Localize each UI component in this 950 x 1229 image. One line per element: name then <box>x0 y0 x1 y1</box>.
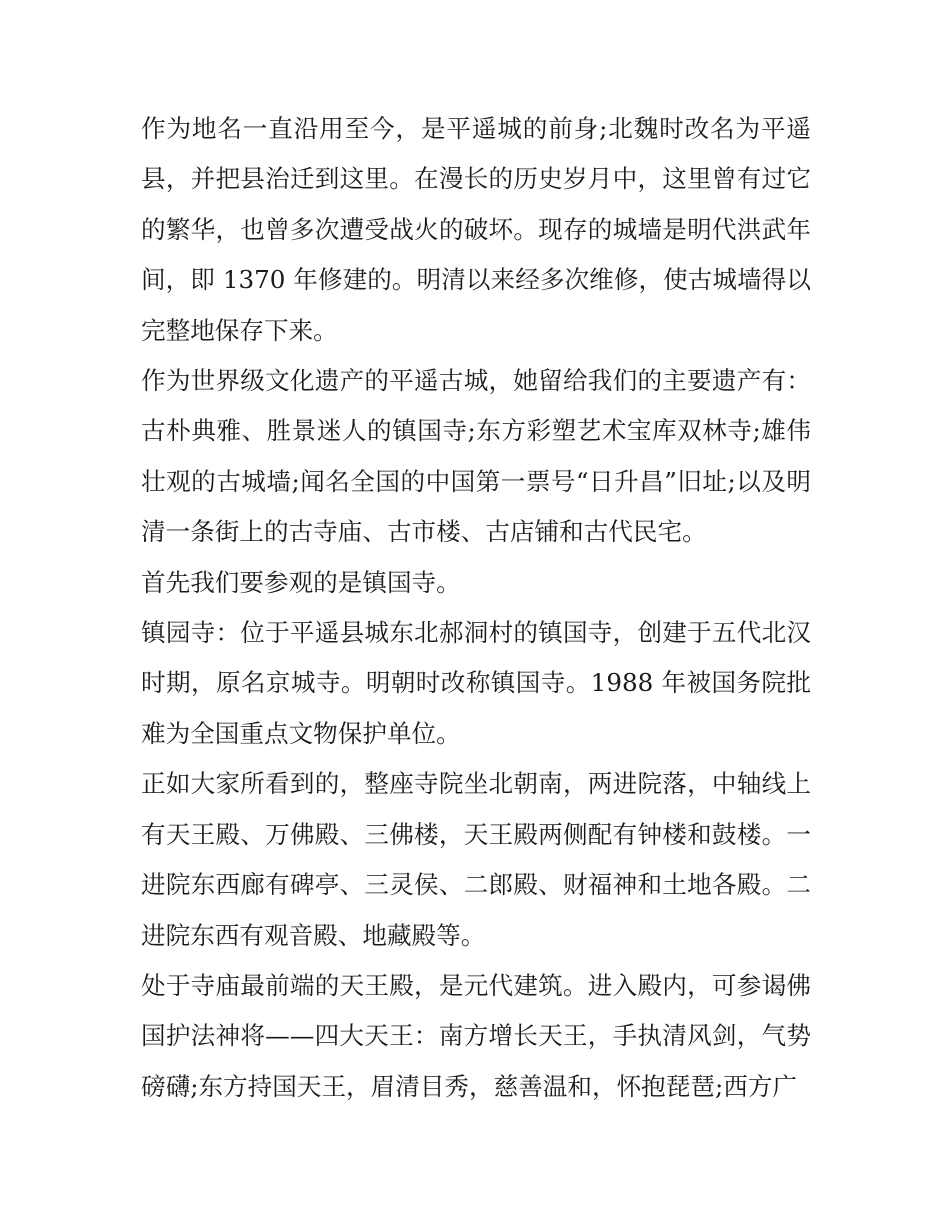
paragraph-5: 正如大家所看到的，整座寺院坐北朝南，两进院落，中轴线上有天王殿、万佛殿、三佛楼，天王殿两侧配有钟楼和鼓楼。一进院东西廊有碑亭、三灵侯、二郎殿、财福神和土地各殿。二进院东西有观音殿、地藏殿等。 <box>141 769 811 950</box>
paragraph-3: 首先我们要参观的是镇国寺。 <box>141 567 461 597</box>
paragraph-1: 作为地名一直沿用至今，是平遥城的前身;北魏时改名为平遥县，并把县治迁到这里。在漫长的历史岁月中，这里曾有过它的繁华，也曾多次遭受战火的破坏。现存的城墙是明代洪武年间，即 1370 年修建的。明清以来经多次维修，使古城墙得以完整地保存下来。 <box>141 114 811 345</box>
paragraph-4: 镇园寺：位于平遥县城东北郝洞村的镇国寺，创建于五代北汉时期，原名京城寺。明朝时改称镇国寺。1988 年被国务院批难为全国重点文物保护单位。 <box>141 618 811 748</box>
paragraph-6: 处于寺庙最前端的天王殿，是元代建筑。进入殿内，可参谒佛国护法神将——四大天王：南方增长天王，手执清风剑，气势磅礴;东方持国天王，眉清目秀，慈善温和，怀抱琵琶;西方广 <box>141 970 811 1101</box>
document-body <box>141 104 811 1112</box>
paragraph-2: 作为世界级文化遗产的平遥古城，她留给我们的主要遗产有：古朴典雅、胜景迷人的镇国寺;东方彩塑艺术宝库双林寺;雄伟壮观的古城墙;闻名全国的中国第一票号“日升昌”旧址;以及明清一条街上的古寺庙、古市楼、古店铺和古代民宅。 <box>141 366 811 547</box>
